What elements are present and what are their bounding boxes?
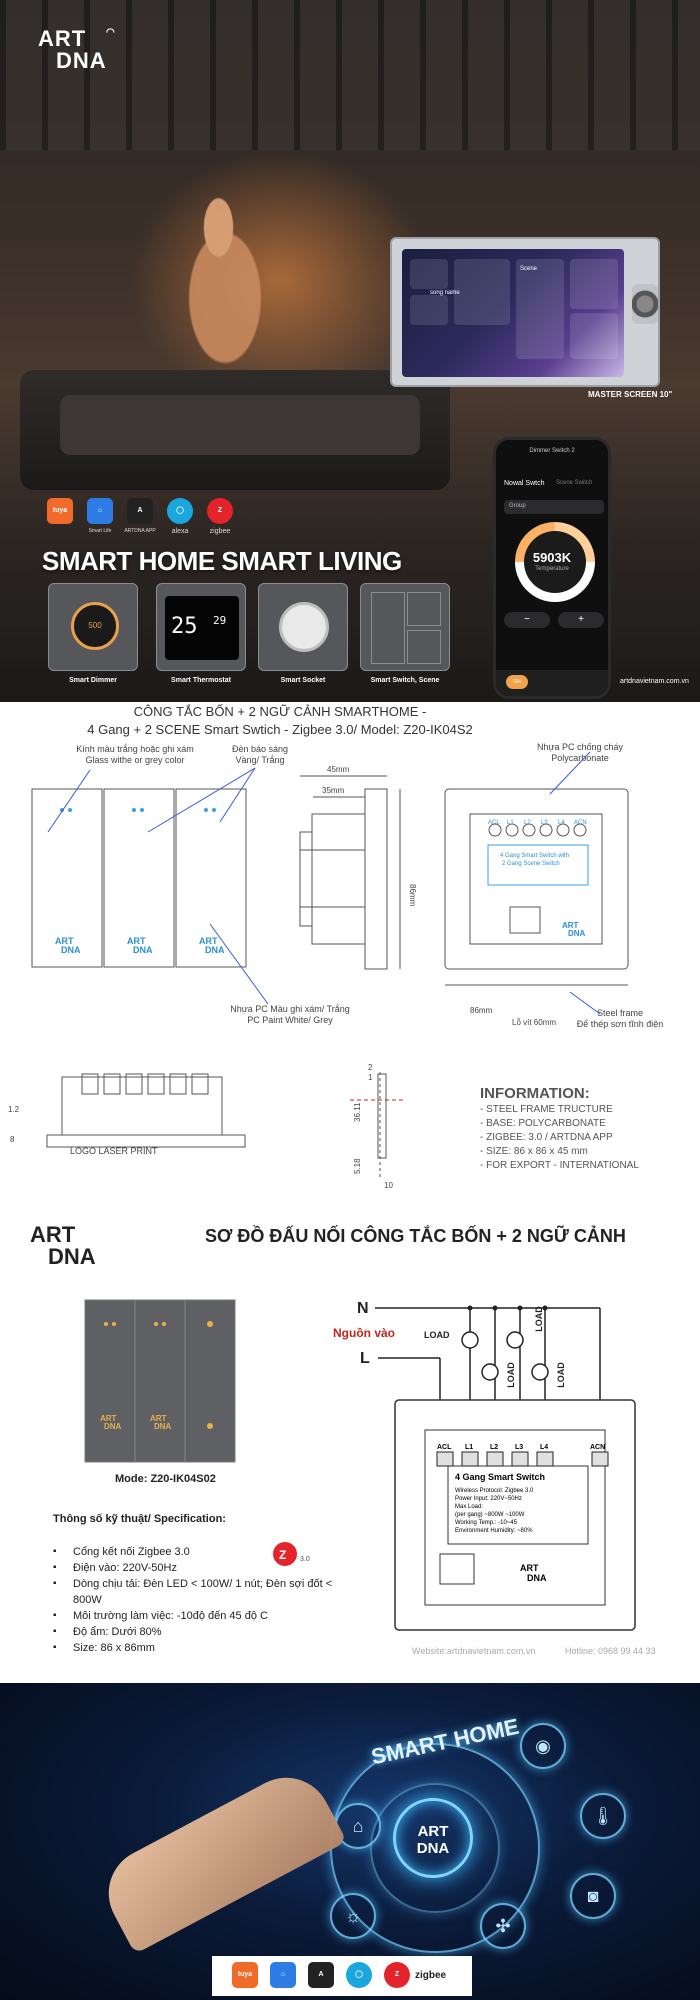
technical-drawing-section [0, 702, 700, 1194]
svg-text:Lỗ vít 60mm: Lỗ vít 60mm [512, 1018, 557, 1027]
phone-group-select: Group [504, 500, 604, 514]
pergola-background [0, 0, 700, 150]
footer-title: SMART HOME [368, 1713, 522, 1770]
hero-title: SMART HOME SMART LIVING [42, 546, 402, 576]
info-item: - BASE: POLYCARBONATE [480, 1118, 606, 1129]
info-item: - SIZE: 86 x 86 x 45 mm [480, 1146, 588, 1157]
lock-icon: ⌂ [335, 1803, 381, 1849]
artdna-logo-wiring: ART DNA [30, 1222, 96, 1269]
load-label: LOAD [424, 1330, 450, 1340]
hero-website-url: artdnavietnam.com.vn [620, 678, 689, 685]
svg-text:4 Gang Smart Switch: 4 Gang Smart Switch [455, 1472, 546, 1482]
svg-text:Power Input: 220V~50Hz: Power Input: 220V~50Hz [455, 1496, 522, 1502]
wiring-diagram-section [0, 1194, 700, 1683]
hand-image [93, 1762, 347, 1954]
svg-text:ART: ART [150, 1414, 167, 1423]
dimmer-dial: 500 [71, 602, 119, 650]
svg-text:L4: L4 [558, 820, 565, 826]
power-source-label: Nguồn vào [333, 1326, 395, 1340]
plus-button: + [558, 612, 604, 628]
spec-item: ▪ Dòng chịu tải: Đèn LED < 100W/ 1 nút; Đèn sợi đốt < 800W [55, 1576, 345, 1608]
wiring-title: SƠ ĐỒ ĐẤU NỐI CÔNG TẮC BỐN + 2 NGỮ CẢNH [205, 1226, 626, 1246]
svg-text:35mm: 35mm [322, 786, 345, 795]
product-label-socket: Smart Socket [280, 677, 326, 684]
svg-text:2 Gang Scene Switch: 2 Gang Scene Switch [502, 861, 560, 867]
fan-icon: ✣ [480, 1903, 526, 1949]
svg-text:L3: L3 [541, 820, 548, 826]
minus-button: − [504, 612, 550, 628]
svg-text:L2: L2 [490, 1444, 499, 1451]
smart-scene-switch-product [360, 583, 450, 671]
info-item: - ZIGBEE: 3.0 / ARTDNA APP [480, 1132, 613, 1143]
svg-text:DNA: DNA [104, 1422, 122, 1431]
artdna-logo [38, 26, 116, 73]
svg-text:Z: Z [279, 1548, 287, 1562]
spec-title: Thông số kỹ thuật/ Specification: [53, 1513, 226, 1525]
svg-text:DNA: DNA [205, 945, 225, 955]
svg-text:5.18: 5.18 [353, 1158, 362, 1174]
svg-text:86mm: 86mm [408, 884, 417, 907]
svg-text:ART: ART [562, 921, 579, 930]
screen-scene-text: Scene [520, 266, 538, 272]
hero-banner [0, 0, 700, 702]
svg-text:ACN: ACN [574, 820, 587, 826]
footer-platform-badges: tuya ⌂ A ◯ Z zigbee [212, 1956, 472, 1996]
svg-text:45mm: 45mm [327, 765, 350, 774]
statue-image [160, 180, 290, 370]
logo-line-2: DNA [56, 48, 107, 73]
lightbulb-icon: ☼ [330, 1893, 376, 1939]
tech-title-line-1: CÔNG TẮC BỐN + 2 NGỮ CẢNH SMARTHOME - [133, 704, 427, 719]
note-led: Đèn báo sáng Vàng/ Trắng [231, 744, 289, 765]
svg-text:(per gang) ~800W ~10: (per gang) ~800W ~100W [455, 1512, 525, 1518]
color-temp-value: 5903K [532, 550, 572, 565]
alexa-icon: ◯ [167, 498, 193, 524]
tech-title-line-2: 4 Gang + 2 SCENE Smart Swtich - Zigbee 3.0/ Model: Z20-IK04S2 [87, 722, 473, 737]
product-label-dimmer: Smart Dimmer [69, 677, 117, 684]
svg-text:DNA: DNA [133, 945, 153, 955]
svg-text:Max Load:: Max Load: [455, 1504, 484, 1510]
svg-text:ACN: ACN [590, 1444, 606, 1451]
master-screen-label: MASTER SCREEN 10" [588, 390, 673, 399]
svg-text:ART: ART [520, 1563, 539, 1573]
spec-item: ▪ Độ ẩm: Dưới 80% [55, 1624, 345, 1640]
tuya-icon: tuya [232, 1962, 258, 1988]
svg-text:2: 2 [368, 1063, 373, 1072]
info-item: - FOR EXPORT - INTERNATIONAL [480, 1160, 639, 1171]
svg-text:L2: L2 [524, 820, 531, 826]
hotline-text: Hotline: 0968 99 44 33 [565, 1646, 656, 1656]
master-screen-display [402, 249, 624, 377]
thermometer-icon: 🌡 [580, 1793, 626, 1839]
rotary-knob [632, 284, 658, 324]
load-label: LOAD [555, 1362, 566, 1388]
svg-text:ART: ART [199, 936, 218, 946]
product-label-thermostat: Smart Thermostat [171, 677, 231, 684]
sofa-cushion-image [60, 395, 420, 455]
thermostat-screen: 25 29 [165, 596, 239, 660]
svg-text:ART: ART [100, 1414, 117, 1423]
svg-text:L1: L1 [507, 820, 514, 826]
svg-text:36.11: 36.11 [353, 1102, 362, 1122]
smart-life-icon: ⌂ [270, 1962, 296, 1988]
camera-icon: ◙ [570, 1873, 616, 1919]
alexa-icon: ◯ [346, 1962, 372, 1988]
phone-tab-normal: Nowal Swtch [504, 480, 545, 487]
spec-item: ▪ Điện vào: 220V-50Hz [55, 1560, 345, 1576]
load-label: LOAD [533, 1306, 544, 1332]
info-title: INFORMATION: [480, 1085, 590, 1102]
socket-face [279, 602, 329, 652]
note-steel-frame: Steel frame Để thép sơn tĩnh điện [576, 1008, 664, 1029]
phone-tab-scene: Scene Switch [556, 480, 593, 486]
phone-mockup [493, 437, 611, 699]
spec-item: ▪ Size: 86 x 86mm [55, 1640, 345, 1656]
live-label: L [360, 1350, 370, 1367]
svg-text:ART: ART [55, 936, 74, 946]
note-logo-laser: LOGO LASER PRINT [70, 1146, 158, 1156]
zigbee-icon: Z [207, 498, 233, 524]
svg-text:DNA: DNA [154, 1422, 172, 1431]
smart-socket-product [258, 583, 348, 671]
artdna-center-logo: ART DNA [393, 1798, 473, 1878]
neutral-label: N [357, 1300, 369, 1317]
note-pc-paint: Nhựa PC Màu ghi xám/ Trắng PC Paint White/ Grey [230, 1004, 350, 1025]
logo-line-1: ART [38, 26, 87, 51]
spec-item: ▪ Môi trường làm việc: -10độ đến 45 độ C [55, 1608, 345, 1624]
svg-text:1: 1 [368, 1073, 373, 1082]
svg-text:L1: L1 [465, 1444, 474, 1451]
svg-text:ART: ART [127, 936, 146, 946]
smart-dimmer-product [48, 583, 138, 671]
spec-item: ▪ Cổng kết nối Zigbee 3.0 [55, 1544, 345, 1560]
artdna-icon: A [308, 1962, 334, 1988]
model-label: Mode: Z20-IK04S02 [115, 1473, 216, 1485]
platform-badges: tuya ⌂ Smart Life A ARTDNA APP ◯ alexa Z zigbee [47, 498, 247, 538]
svg-text:DNA: DNA [61, 945, 81, 955]
website-text: Website:artdnavietnam.com.vn [412, 1646, 536, 1656]
phone-on-toggle: ON [506, 675, 528, 689]
smart-life-icon: ⌂ [87, 498, 113, 524]
smart-home-footer [0, 1683, 700, 2000]
phone-title: Dimmer Switch 2 [529, 448, 575, 454]
product-label-scene-switch: Smart Switch, Scene [370, 677, 440, 684]
svg-text:8: 8 [10, 1135, 15, 1144]
info-item: - STEEL FRAME TRUCTURE [480, 1104, 613, 1115]
svg-text:3.0: 3.0 [300, 1556, 310, 1563]
smart-thermostat-product [156, 583, 246, 671]
svg-text:L3: L3 [515, 1444, 524, 1451]
svg-text:ACL: ACL [437, 1444, 452, 1451]
load-label: LOAD [505, 1362, 516, 1388]
screen-song-text: song name [430, 290, 460, 296]
note-glass: Kính màu trắng hoặc ghi xám Glass withe or grey color [76, 744, 194, 765]
wifi-icon: ◠ [106, 27, 116, 38]
svg-text:Environment Humidity: ~80%: Environment Humidity: ~80% [455, 1528, 533, 1534]
wifi-icon: ◉ [520, 1723, 566, 1769]
svg-text:4 Gang Smart Switch with: 4 Gang Smart Switch with [500, 853, 570, 859]
svg-text:ACL: ACL [488, 820, 500, 826]
svg-text:Wireless Protocol: Zigbee 3.0: Wireless Protocol: Zigbee 3.0 [455, 1488, 534, 1494]
svg-text:L4: L4 [540, 1444, 549, 1451]
svg-text:DNA: DNA [568, 929, 586, 938]
svg-text:86mm: 86mm [470, 1006, 493, 1015]
tuya-icon: tuya [47, 498, 73, 524]
artdna-app-icon: A [127, 498, 153, 524]
master-screen-device [390, 237, 660, 387]
note-pc-fireproof: Nhựa PC chống cháy Polycarbonate [536, 742, 624, 763]
color-temp-label: Temperature [535, 566, 569, 572]
zigbee-icon: Z [384, 1962, 410, 1988]
svg-text:10: 10 [384, 1181, 393, 1190]
svg-text:Working Temp.: -10~45: Working Temp.: -10~45 [455, 1520, 517, 1526]
svg-text:DNA: DNA [527, 1573, 547, 1583]
svg-text:1.2: 1.2 [8, 1105, 20, 1114]
